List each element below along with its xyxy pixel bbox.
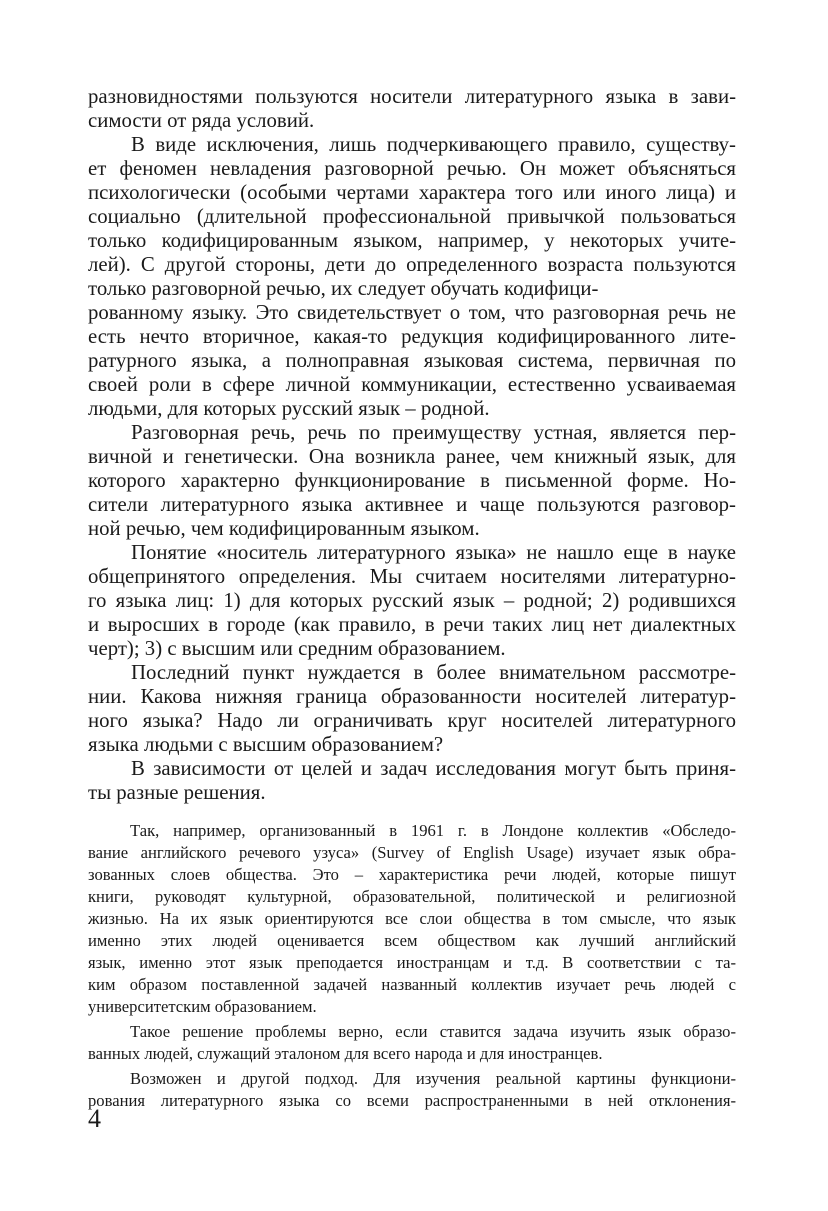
- text-line: только разговорной речью, их следует обучать кодифици-: [88, 277, 599, 300]
- text-line: го языка лиц: 1) для которых русский язык – родной; 2) родившихся: [88, 589, 736, 612]
- text-line: людьми, для которых русский язык – родной.: [88, 397, 490, 420]
- small-text-line: зованных слоев общества. Это – характеристика речи людей, которые пишут: [88, 865, 736, 884]
- text-line: разновидностями пользуются носители литературного языка в зави-: [88, 85, 736, 108]
- small-text-line: университетским образованием.: [88, 997, 317, 1016]
- small-text-line: рования литературного языка со всеми распространенными в ней отклонения-: [88, 1091, 736, 1110]
- text-line: которого характерно функционирование в письменной форме. Но-: [88, 469, 736, 492]
- small-text-line: язык, именно этот язык преподается иностранцам и т.д. В соответствии с та-: [88, 953, 736, 972]
- text-line: только кодифицированным языком, например, у некоторых учите-: [88, 229, 736, 252]
- text-line: черт); 3) с высшим или средним образованием.: [88, 637, 506, 660]
- text-line: и выросших в городе (как правило, в речи таких лиц нет диалектных: [88, 613, 736, 636]
- text-line: языка людьми с высшим образованием?: [88, 733, 444, 756]
- text-line: общепринятого определения. Мы считаем носителями литературно-: [88, 565, 736, 588]
- small-text-line: ванных людей, служащий эталоном для всего народа и для иностранцев.: [88, 1044, 603, 1063]
- text-line: сители литературного языка активнее и чаще пользуются разговор-: [88, 493, 736, 516]
- small-text-line: Возможен и другой подход. Для изучения реальной картины функциони-: [130, 1069, 736, 1088]
- small-text-line: жизнью. На их язык ориентируются все слои общества в том смысле, что язык: [88, 909, 736, 928]
- small-text-line: вание английского речевого узуса» (Survey of English Usage) изучает язык обра-: [88, 843, 736, 862]
- text-line: Последний пункт нуждается в более внимательном рассмотре-: [131, 661, 736, 684]
- text-line: Разговорная речь, речь по преимуществу устная, является пер-: [131, 421, 736, 444]
- text-line: рованному языку. Это свидетельствует о том, что разговорная речь не: [88, 301, 736, 324]
- text-line: есть нечто вторичное, какая-то редукция кодифицированного лите-: [88, 325, 736, 348]
- small-print-passage: [88, 820, 736, 1112]
- small-text-line: именно этих людей оценивается всем обществом как лучший английский: [88, 931, 736, 950]
- text-line: симости от ряда условий.: [88, 109, 315, 132]
- text-line: ратурного языка, а полноправная языковая система, первичная по: [88, 349, 736, 372]
- text-line: ты разные решения.: [88, 781, 266, 804]
- small-text-line: книги, руководят культурной, образовательной, политической и религиозной: [88, 887, 736, 906]
- text-line: В виде исключения, лишь подчеркивающего правило, существу-: [131, 133, 736, 156]
- text-line: психологически (особыми чертами характера того или иного лица) и: [88, 181, 736, 204]
- small-text-line: ким образом поставленной задачей названный коллектив изучает речь людей с: [88, 975, 736, 994]
- text-line: социально (длительной профессиональной привычкой пользоваться: [88, 205, 736, 228]
- small-text-line: Так, например, организованный в 1961 г. в Лондоне коллектив «Обследо-: [130, 821, 736, 840]
- text-line: нии. Какова нижняя граница образованности носителей литератур-: [88, 685, 736, 708]
- small-text-line: Такое решение проблемы верно, если ставится задача изучить язык образо-: [130, 1022, 736, 1041]
- text-line: ного языка? Надо ли ограничивать круг носителей литературного: [88, 709, 736, 732]
- text-line: ной речью, чем кодифицированным языком.: [88, 517, 480, 540]
- text-line: вичной и генетически. Она возникла ранее, чем книжный язык, для: [88, 445, 736, 468]
- text-line: своей роли в сфере личной коммуникации, естественно усваиваемая: [88, 373, 736, 396]
- page-number: 4: [88, 1104, 101, 1133]
- text-line: лей). С другой стороны, дети до определенного возраста пользуются: [88, 253, 736, 276]
- text-line: В зависимости от целей и задач исследования могут быть приня-: [131, 757, 736, 780]
- main-body-text: [88, 85, 736, 805]
- text-line: Понятие «носитель литературного языка» не нашло еще в науке: [131, 541, 736, 564]
- text-line: ет феномен невладения разговорной речью. Он может объясняться: [88, 157, 736, 180]
